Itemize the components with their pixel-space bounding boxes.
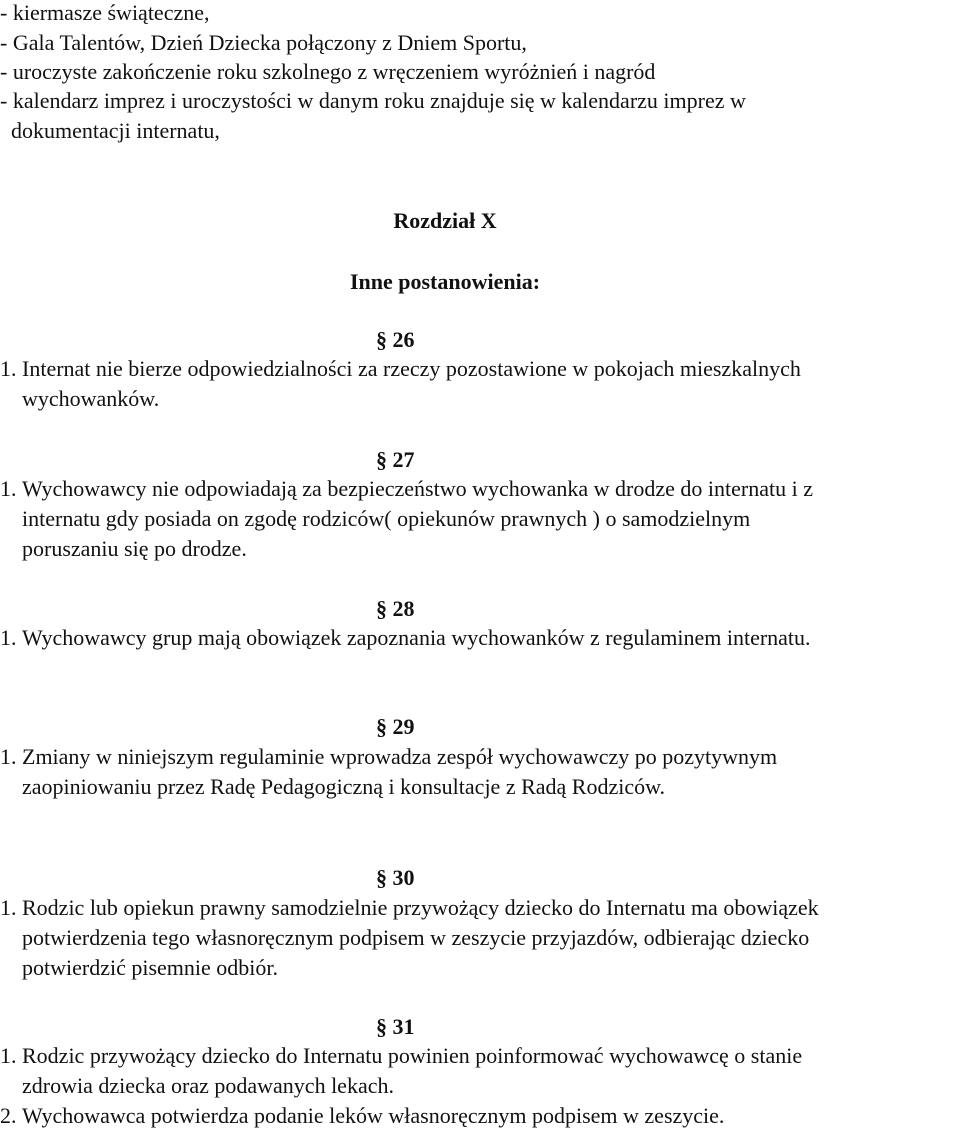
intro-line: dokumentacji internatu, xyxy=(0,118,220,143)
item-text: Internat nie bierze odpowiedzialności za rzeczy pozostawione w pokojach mieszkalnych xyxy=(22,356,801,381)
item-text: Wychowawcy nie odpowiadają za bezpieczeństwo wychowanka w drodze do internatu i z xyxy=(22,476,813,501)
item-number: 1. xyxy=(0,1043,17,1068)
section-label: § 28 xyxy=(376,596,415,621)
item-number: 1. xyxy=(0,356,17,381)
chapter-subtitle: Inne postanowienia: xyxy=(349,269,541,294)
item-text: poruszaniu się po drodze. xyxy=(22,536,247,561)
section-label: § 31 xyxy=(376,1014,415,1039)
item-number: 1. xyxy=(0,625,17,650)
item-text: zaopiniowaniu przez Radę Pedagogiczną i konsultacje z Radą Rodziców. xyxy=(22,774,666,799)
section-label: § 27 xyxy=(376,447,415,472)
item-number: 1. xyxy=(0,895,17,920)
section-label: § 29 xyxy=(376,714,415,739)
list-item xyxy=(0,1041,958,1131)
section-label: § 30 xyxy=(376,865,415,890)
intro-line: - uroczyste zakończenie roku szkolnego z wręczeniem wyróżnień i nagród xyxy=(0,59,656,84)
item-number: 1. xyxy=(0,744,17,769)
list-item xyxy=(0,354,958,414)
item-number: 1. xyxy=(0,476,17,501)
list-item xyxy=(0,742,958,802)
item-text: Rodzic lub opiekun prawny samodzielnie przywożący dziecko do Internatu ma obowiązek xyxy=(22,895,819,920)
item-text: potwierdzenia tego własnoręcznym podpisem w zeszycie przyjazdów, odbierając dziecko xyxy=(22,925,810,950)
item-number: 2. xyxy=(0,1103,17,1128)
item-text: internatu gdy posiada on zgodę rodziców( opiekunów prawnych ) o samodzielnym xyxy=(22,506,751,531)
item-text: zdrowia dziecka oraz podawanych lekach. xyxy=(22,1073,394,1098)
intro-line: - kalendarz imprez i uroczystości w danym roku znajduje się w kalendarzu imprez w xyxy=(0,88,746,113)
item-text: Wychowawca potwierdza podanie leków własnoręcznym podpisem w zeszycie. xyxy=(22,1103,725,1128)
intro-line: - Gala Talentów, Dzień Dziecka połączony z Dniem Sportu, xyxy=(0,30,527,55)
list-item xyxy=(0,893,958,983)
section-label: § 26 xyxy=(376,327,415,352)
item-text: Wychowawcy grup mają obowiązek zapoznania wychowanków z regulaminem internatu. xyxy=(22,625,811,650)
item-text: potwierdzić pisemnie odbiór. xyxy=(22,955,278,980)
item-text: Zmiany w niniejszym regulaminie wprowadza zespół wychowawczy po pozytywnym xyxy=(22,744,778,769)
list-item xyxy=(0,474,958,564)
item-text: Rodzic przywożący dziecko do Internatu powinien poinformować wychowawcę o stanie xyxy=(22,1043,803,1068)
intro-line: - kiermasze świąteczne, xyxy=(0,0,210,25)
chapter-title: Rozdział X xyxy=(393,208,497,233)
list-item xyxy=(0,623,958,653)
item-text: wychowanków. xyxy=(22,386,160,411)
